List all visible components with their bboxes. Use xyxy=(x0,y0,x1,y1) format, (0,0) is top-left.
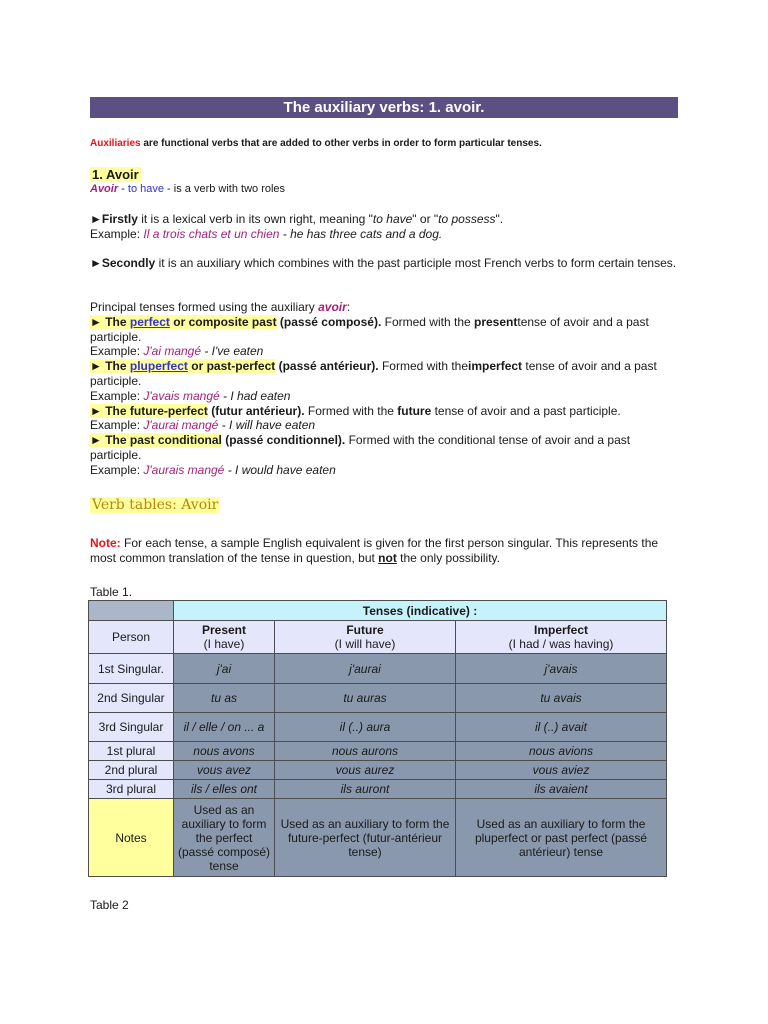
tense-after-link: or past-perfect xyxy=(187,359,276,374)
tense-desc: Formed with the xyxy=(304,403,398,418)
note-paragraph xyxy=(90,536,680,566)
tense-desc: Formed with the xyxy=(381,314,474,329)
note-not: not xyxy=(378,550,397,565)
firstly-paragraph xyxy=(90,212,680,242)
secondly-text: it is an auxiliary which combines with the past participle most French verbs to form certain tenses. xyxy=(155,256,677,270)
example-french: J'aurai mangé xyxy=(143,418,219,433)
conjugation-cell: j'ai xyxy=(174,654,275,684)
tense-french: (passé composé). xyxy=(276,314,382,329)
tense-desc: Formed with the xyxy=(378,359,469,374)
quote-to-possess: to possess xyxy=(438,212,496,226)
tense-pluperfect xyxy=(90,359,680,403)
tense-desc-post: tense of avoir and a past participle. xyxy=(90,314,649,344)
table-group-header-row xyxy=(89,601,667,621)
avoir-definition xyxy=(90,183,285,195)
pluperfect-link[interactable]: pluperfect xyxy=(129,359,188,374)
tense-desc-bold: future xyxy=(397,403,432,418)
conjugation-cell: il / elle / on ... a xyxy=(174,713,275,742)
example-french: J'ai mangé xyxy=(143,344,202,359)
table1-caption: Table 1. xyxy=(90,585,133,599)
person-cell: 1st Singular. xyxy=(89,654,174,684)
page-title: The auxiliary verbs: 1. avoir. xyxy=(90,97,678,118)
tense-french: (futur antérieur). xyxy=(207,403,305,418)
firstly-text-2: " or " xyxy=(412,212,439,226)
table-row xyxy=(89,742,667,761)
note-label: Note: xyxy=(90,536,121,550)
tense-desc-post: tense of avoir and a past participle. xyxy=(431,403,621,418)
tense-past-conditional xyxy=(90,433,680,477)
person-cell: 3rd plural xyxy=(89,780,174,799)
person-cell: 2nd plural xyxy=(89,761,174,780)
tense-arrow: ► The xyxy=(90,314,130,329)
conjugation-cell: vous aurez xyxy=(275,761,456,780)
tense-title xyxy=(90,315,277,329)
column-gloss: (I will have) xyxy=(334,637,396,651)
column-name: Imperfect xyxy=(533,623,589,637)
table-row xyxy=(89,684,667,713)
conjugation-table xyxy=(88,600,667,877)
secondly-label: ►Secondly xyxy=(90,256,156,270)
conjugation-cell: nous avions xyxy=(456,742,667,761)
conjugation-cell: vous avez xyxy=(174,761,275,780)
table-row xyxy=(89,713,667,742)
column-header-present xyxy=(174,621,275,654)
intro-paragraph xyxy=(90,138,542,149)
tense-arrow: ► The xyxy=(90,359,130,374)
principal-tenses-block xyxy=(90,300,680,478)
dash: - xyxy=(118,183,128,195)
example-label: Example: xyxy=(90,462,144,477)
column-gloss: (I had / was having) xyxy=(508,637,614,651)
note-cell: Used as an auxiliary to form the pluperfect or past perfect (passé antérieur) tense xyxy=(456,799,667,877)
avoir-word: Avoir xyxy=(90,183,119,195)
conjugation-cell: tu auras xyxy=(275,684,456,713)
conjugation-cell: nous aurons xyxy=(275,742,456,761)
person-cell: 2nd Singular xyxy=(89,684,174,713)
note-cell: Used as an auxiliary to form the future-perfect (futur-antérieur tense) xyxy=(275,799,456,877)
tense-title xyxy=(90,359,275,373)
conjugation-cell: tu avais xyxy=(456,684,667,713)
table-corner-cell xyxy=(89,601,174,621)
perfect-link[interactable]: perfect xyxy=(129,314,170,329)
example-label: Example: xyxy=(90,226,144,241)
auxiliaries-keyword: Auxiliaries xyxy=(90,138,141,149)
intro-text: are functional verbs that are added to other verbs in order to form particular tenses. xyxy=(140,138,542,149)
table-column-header-row xyxy=(89,621,667,654)
principal-colon: : xyxy=(346,300,351,314)
tense-future-perfect xyxy=(90,404,680,434)
example-label: Example: xyxy=(90,344,144,359)
person-cell: 1st plural xyxy=(89,742,174,761)
secondly-paragraph xyxy=(90,256,680,271)
tense-desc-bold: present xyxy=(474,314,518,329)
conjugation-cell: vous aviez xyxy=(456,761,667,780)
example-english: - I will have eaten xyxy=(218,418,316,433)
firstly-text: it is a lexical verb in its own right, meaning " xyxy=(137,212,373,226)
principal-text: Principal tenses formed using the auxiliary xyxy=(90,300,319,314)
column-name: Present xyxy=(201,623,247,637)
conjugation-cell: ils avaient xyxy=(456,780,667,799)
person-header: Person xyxy=(89,621,174,654)
table2-caption: Table 2 xyxy=(90,898,129,912)
tense-after-link: or composite past xyxy=(169,314,277,329)
person-cell: 3rd Singular xyxy=(89,713,174,742)
firstly-label: ►Firstly xyxy=(90,212,138,226)
example-english: - I had eaten xyxy=(219,388,291,403)
example-english: - I've eaten xyxy=(201,344,264,359)
tense-title: ► The past conditional xyxy=(90,433,222,448)
note-cell: Used as an auxiliary to form the perfect (passé composé) tense xyxy=(174,799,275,877)
example-french: Il a trois chats et un chien xyxy=(143,226,280,241)
table-row xyxy=(89,654,667,684)
example-english: - I would have eaten xyxy=(224,462,336,477)
example-label: Example: xyxy=(90,388,144,403)
tense-french: (passé conditionnel). xyxy=(221,433,346,448)
quote-to-have: to have xyxy=(372,212,413,226)
tense-perfect xyxy=(90,315,680,359)
column-gloss: (I have) xyxy=(203,637,245,651)
example-french: J'aurais mangé xyxy=(143,462,225,477)
tense-title: ► The future-perfect xyxy=(90,403,208,418)
column-header-imperfect xyxy=(456,621,667,654)
tense-french: (passé antérieur). xyxy=(275,359,379,374)
column-header-future xyxy=(275,621,456,654)
conjugation-cell: ils / elles ont xyxy=(174,780,275,799)
principal-avoir: avoir xyxy=(318,300,347,314)
conjugation-cell: il (..) aura xyxy=(275,713,456,742)
definition-rest: - is a verb with two roles xyxy=(164,183,286,195)
tense-desc: Formed with the conditional tense of avoir and a past participle. xyxy=(90,433,631,462)
note-text-2: the only possibility. xyxy=(396,550,500,565)
tense-desc-bold: imperfect xyxy=(468,359,523,374)
table-notes-row xyxy=(89,799,667,877)
conjugation-cell: nous avons xyxy=(174,742,275,761)
firstly-text-3: ". xyxy=(495,212,504,226)
principal-intro xyxy=(90,300,680,315)
conjugation-cell: tu as xyxy=(174,684,275,713)
example-french: J'avais mangé xyxy=(143,388,220,403)
tenses-header: Tenses (indicative) : xyxy=(174,601,667,621)
conjugation-cell: ils auront xyxy=(275,780,456,799)
table-row xyxy=(89,780,667,799)
conjugation-cell: j'aurai xyxy=(275,654,456,684)
conjugation-cell: j'avais xyxy=(456,654,667,684)
section-heading-avoir: 1. Avoir xyxy=(92,167,139,182)
tense-desc-post: tense of avoir and a past participle. xyxy=(90,359,657,388)
column-name: Future xyxy=(346,623,384,637)
note-text: For each tense, a sample English equivalent is given for the first person singular. This represents the most common translation of the tense in question, but xyxy=(90,536,659,565)
to-have-gloss: to have xyxy=(127,183,164,195)
table-row xyxy=(89,761,667,780)
verb-tables-heading: Verb tables: Avoir xyxy=(92,497,219,513)
notes-label: Notes xyxy=(89,799,174,877)
example-label: Example: xyxy=(90,418,144,433)
example-english: - he has three cats and a dog. xyxy=(279,226,443,241)
conjugation-cell: il (..) avait xyxy=(456,713,667,742)
